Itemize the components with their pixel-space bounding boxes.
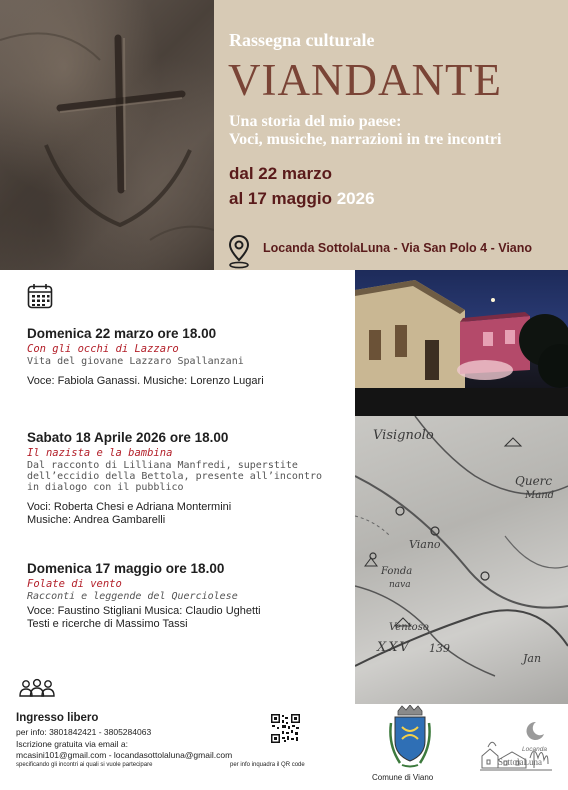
event-credits: Voce: Fabiola Ganassi. Musiche: Lorenzo Lugari (27, 375, 264, 387)
qr-code-icon[interactable] (271, 714, 300, 743)
stone-cross-photo (0, 0, 214, 270)
map-label: Fonda (381, 566, 413, 577)
calendar-icon (27, 283, 53, 309)
event-2 (27, 430, 347, 527)
info-phones: per info: 3801842421 - 3805284063 (16, 727, 152, 737)
date-range (229, 161, 375, 211)
registration-note: specificando gli incontri ai quali si vuole partecipare (16, 762, 153, 768)
event-description: Racconti e leggende del Querciolese (27, 591, 238, 602)
free-entry-label: Ingresso libero (16, 712, 99, 724)
date-start: dal 22 marzo (229, 164, 332, 183)
registration-text: Iscrizione gratuita via email a: (16, 739, 128, 749)
map-label: Visignolo (373, 428, 434, 443)
comune-name: Comune di Viano (372, 773, 434, 782)
locanda-logo-kicker: Locanda (522, 746, 547, 753)
event-subtitle: Il nazista e la bambina (27, 447, 173, 459)
event-description: Vita del giovane Lazzaro Spallanzani (27, 356, 244, 367)
event-credits: Voce: Faustino Stigliani Musica: Claudio Ughetti Testi e ricerche di Massimo Tassi (27, 605, 261, 630)
event-series-kicker: Rassegna culturale (229, 30, 375, 50)
event-1 (27, 326, 347, 388)
comune-crest-icon (388, 705, 432, 769)
event-description: Dal racconto di Lilliana Manfredi, superstite dell’eccidio della Bettola, presente all’incontro in dialogo con il pubblico (27, 460, 323, 493)
event-date-title: Sabato 18 Aprile 2026 ore 18.00 (27, 430, 229, 445)
venue-night-photo (355, 270, 568, 416)
carved-cross-graphic (0, 0, 214, 270)
poster-subtitle (229, 113, 559, 149)
subtitle-line-2: Voci, musiche, narrazioni in tre incontri (229, 131, 502, 148)
poster-title: VIANDANTE (228, 55, 502, 105)
contact-emails[interactable]: mcasini101@gmail.com - locandasottolaluna@gmail.com (16, 750, 233, 760)
subtitle-line-1: Una storia del mio paese: (229, 113, 402, 130)
event-subtitle: Con gli occhi di Lazzaro (27, 343, 179, 355)
date-end (229, 186, 375, 211)
map-label: XXV (377, 640, 411, 655)
map-label: Mand (525, 490, 555, 501)
locanda-logo-name: SottolaLuna (498, 757, 542, 767)
event-date-title: Domenica 22 marzo ore 18.00 (27, 326, 217, 341)
event-3 (27, 561, 347, 631)
qr-note: per info inquadra il QR code (230, 762, 305, 768)
event-credits: Voci: Roberta Chesi e Adriana Montermini Musiche: Andrea Gambarelli (27, 501, 232, 526)
map-label: 139 (429, 642, 450, 655)
map-label: Viano (409, 538, 441, 551)
event-subtitle: Folate di vento (27, 578, 122, 590)
historical-map-photo (355, 416, 568, 704)
map-label: Jan (523, 652, 542, 665)
event-date-title: Domenica 17 maggio ore 18.00 (27, 561, 225, 576)
date-year: 2026 (336, 189, 375, 208)
map-label: Ventoso (389, 622, 429, 633)
venue-building-graphic (355, 270, 568, 416)
date-end-day: al 17 maggio (229, 189, 332, 208)
audience-icon (18, 678, 56, 698)
map-label: Querc (515, 474, 553, 488)
map-label: nava (389, 580, 411, 590)
venue-address: Locanda SottolaLuna - Via San Polo 4 - Viano (263, 241, 533, 255)
location-pin-icon (228, 234, 250, 270)
